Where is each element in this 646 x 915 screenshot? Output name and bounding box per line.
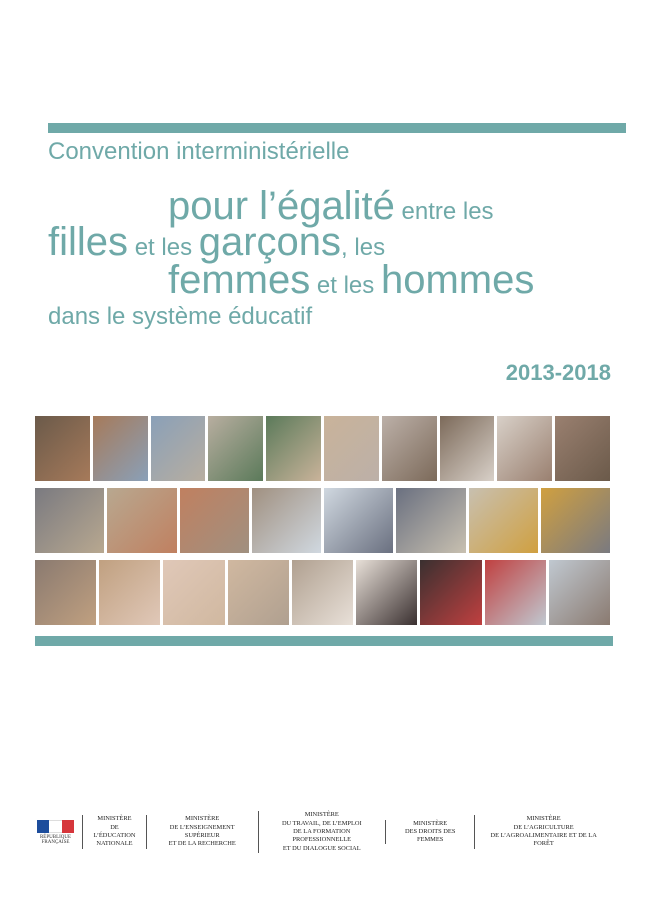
photo-tile bbox=[107, 488, 179, 553]
ministry-agriculture: MINISTÈRE DE L’AGRICULTURE DE L’AGROALIMENTAIRE ET DE LA FORÊT bbox=[474, 815, 612, 848]
title-garcons: garçons bbox=[198, 220, 342, 264]
photo-tile bbox=[497, 416, 555, 481]
photo-row-1 bbox=[35, 416, 613, 481]
ministry-travail: MINISTÈRE DU TRAVAIL, DE L’EMPLOI DE LA FORMATION PROFESSIONNELLE ET DU DIALOGUE SOCIAL bbox=[258, 811, 385, 853]
rf-label: RÉPUBLIQUE FRANÇAISE bbox=[39, 834, 72, 845]
photo-tile bbox=[93, 416, 151, 481]
title-hommes: hommes bbox=[380, 258, 535, 302]
footer-logos bbox=[37, 812, 612, 852]
photo-tile bbox=[35, 416, 93, 481]
title-et-les-2: et les bbox=[310, 272, 381, 299]
photo-tile bbox=[440, 416, 498, 481]
photo-tile bbox=[208, 416, 266, 481]
photo-tile bbox=[555, 416, 613, 481]
photo-tile bbox=[35, 560, 99, 625]
photo-tile bbox=[228, 560, 292, 625]
title-filles: filles bbox=[48, 220, 129, 264]
photo-tile bbox=[151, 416, 209, 481]
photo-tile bbox=[469, 488, 541, 553]
photo-tile bbox=[180, 488, 252, 553]
title-les: , les bbox=[341, 234, 386, 261]
years-label: 2013-2018 bbox=[505, 360, 611, 385]
french-flag-icon bbox=[37, 820, 74, 833]
subtitle: Convention interministérielle bbox=[48, 138, 350, 165]
photo-tile bbox=[324, 416, 382, 481]
photo-tile bbox=[163, 560, 227, 625]
title-femmes: femmes bbox=[168, 258, 311, 302]
bottom-accent-bar bbox=[35, 636, 613, 646]
title-entre-les: entre les bbox=[394, 198, 494, 225]
photo-tile bbox=[356, 560, 420, 625]
photo-tile bbox=[382, 416, 440, 481]
title-et-les-1: et les bbox=[128, 234, 199, 261]
photo-tile bbox=[485, 560, 549, 625]
title-line-2 bbox=[48, 222, 385, 262]
photo-tile bbox=[99, 560, 163, 625]
ministry-droits-femmes: MINISTÈRE DES DROITS DES FEMMES bbox=[385, 820, 474, 845]
ministry-enseignement-superieur: MINISTÈRE DE L’ENSEIGNEMENT SUPÉRIEUR ET DE LA RECHERCHE bbox=[146, 815, 258, 848]
title-egalite: pour l’égalité bbox=[168, 184, 395, 228]
ministry-education: MINISTÈRE DE L’ÉDUCATION NATIONALE bbox=[82, 815, 146, 848]
title-line-3 bbox=[168, 260, 534, 300]
republique-francaise-logo bbox=[37, 817, 74, 847]
photo-tile bbox=[292, 560, 356, 625]
photo-tile bbox=[35, 488, 107, 553]
photo-tile bbox=[541, 488, 613, 553]
title-line-4: dans le système éducatif bbox=[48, 303, 313, 330]
top-accent-bar bbox=[48, 123, 626, 133]
photo-tile bbox=[324, 488, 396, 553]
photo-row-2 bbox=[35, 488, 613, 553]
photo-tile bbox=[420, 560, 484, 625]
photo-tile bbox=[549, 560, 613, 625]
photo-tile bbox=[396, 488, 468, 553]
photo-row-3 bbox=[35, 560, 613, 625]
photo-tile bbox=[252, 488, 324, 553]
photo-tile bbox=[266, 416, 324, 481]
